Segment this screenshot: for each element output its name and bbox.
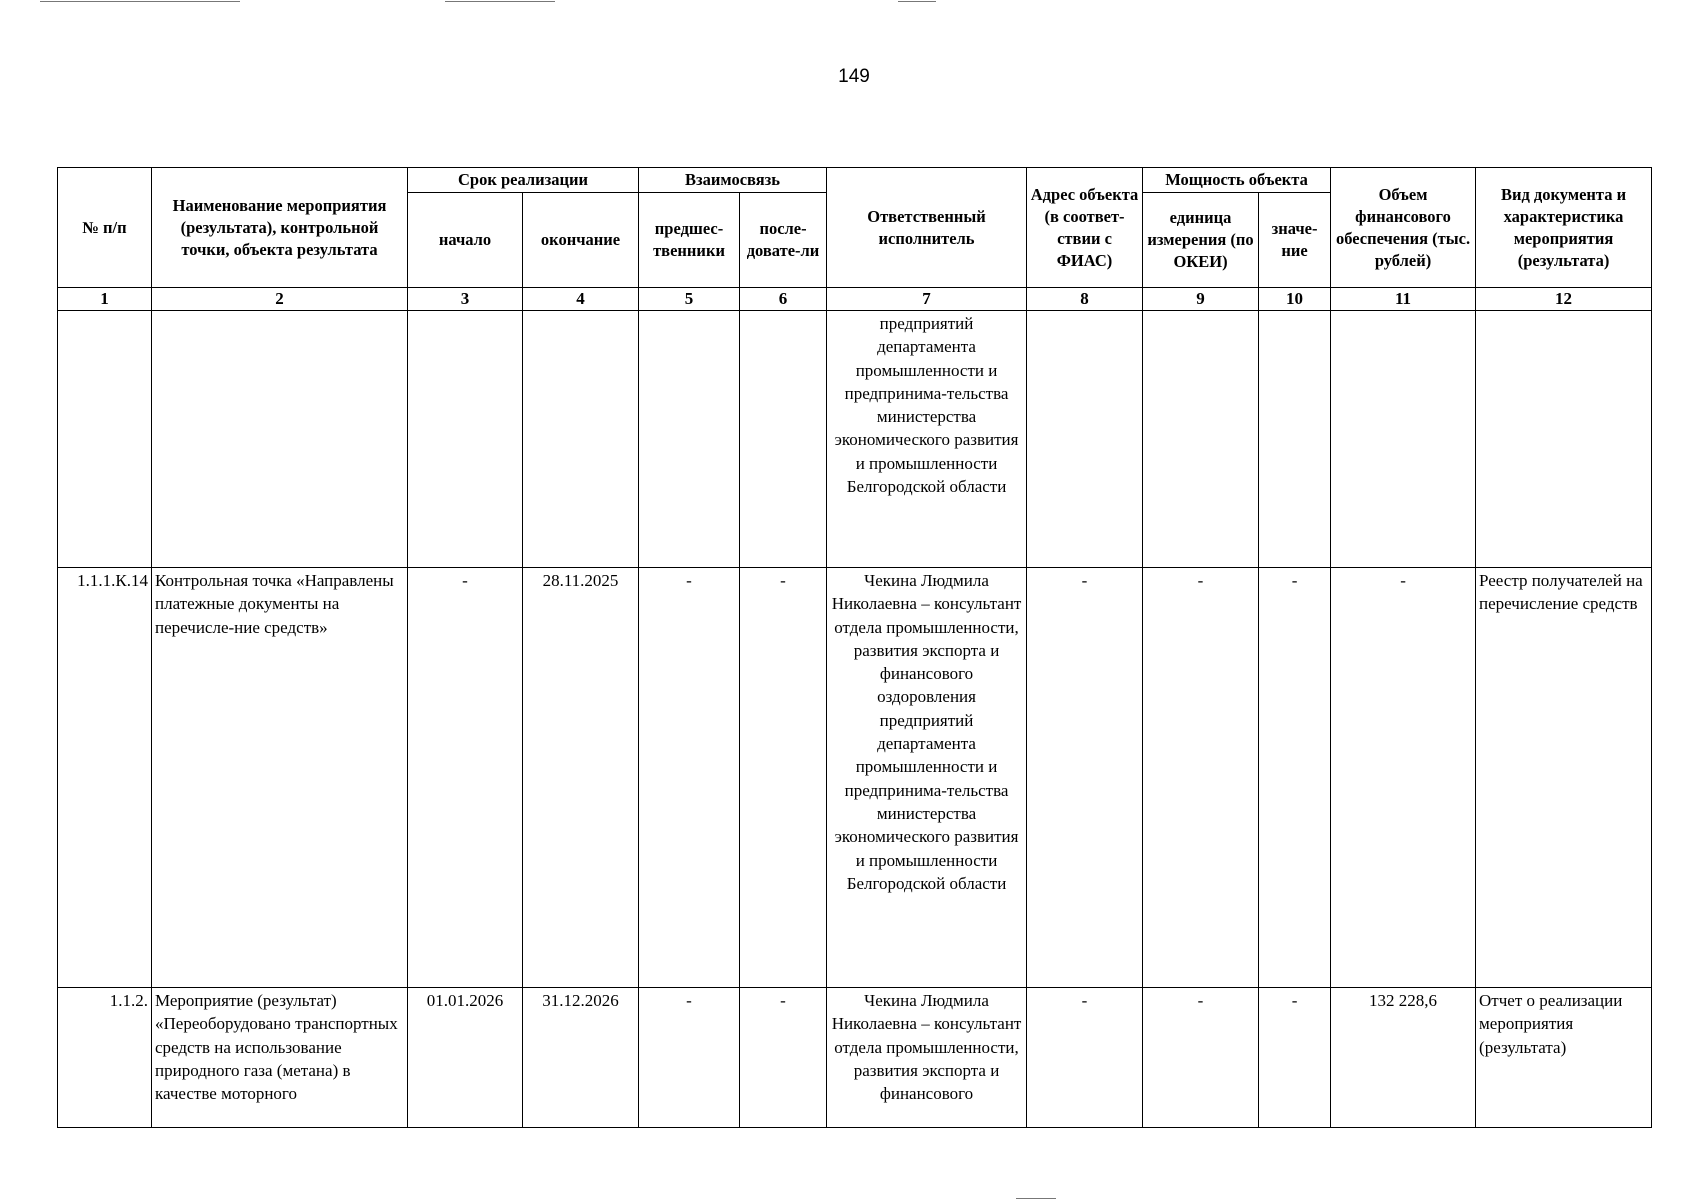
column-number: 4 [523, 288, 639, 311]
header-document: Вид документа и характеристика мероприятия (результата) [1476, 168, 1652, 288]
header-capacity-unit: единица измерения (по ОКЕИ) [1143, 193, 1259, 288]
column-number: 8 [1027, 288, 1143, 311]
column-number: 12 [1476, 288, 1652, 311]
column-number: 1 [58, 288, 152, 311]
cell-value: - [1259, 568, 1331, 988]
header-link-prev: предшес-твенники [639, 193, 740, 288]
plan-table [57, 167, 1652, 1128]
cell-address [1027, 311, 1143, 568]
cell-address: - [1027, 568, 1143, 988]
cell-document [1476, 311, 1652, 568]
scan-artifact-line [40, 1, 240, 2]
cell-num [58, 311, 152, 568]
header-address: Адрес объекта (в соответ-ствии с ФИАС) [1027, 168, 1143, 288]
cell-prev: - [639, 988, 740, 1128]
scan-artifact-line [1016, 1198, 1056, 1199]
page-number: 149 [838, 66, 870, 87]
cell-prev: - [639, 568, 740, 988]
column-number: 6 [740, 288, 827, 311]
column-number: 9 [1143, 288, 1259, 311]
cell-start: - [408, 568, 523, 988]
column-number: 7 [827, 288, 1027, 311]
cell-end: 28.11.2025 [523, 568, 639, 988]
header-term-group: Срок реализации [408, 168, 639, 193]
column-number: 5 [639, 288, 740, 311]
cell-end: 31.12.2026 [523, 988, 639, 1128]
cell-document: Отчет о реализации мероприятия (результата) [1476, 988, 1652, 1128]
cell-next [740, 311, 827, 568]
header-finance: Объем финансового обеспечения (тыс. рублей) [1331, 168, 1476, 288]
cell-prev [639, 311, 740, 568]
column-number: 10 [1259, 288, 1331, 311]
cell-next: - [740, 568, 827, 988]
cell-name [152, 311, 408, 568]
header-term-start: начало [408, 193, 523, 288]
table-row [58, 568, 1652, 988]
cell-name: Контрольная точка «Направлены платежные документы на перечисле-ние средств» [152, 568, 408, 988]
cell-document: Реестр получателей на перечисление средств [1476, 568, 1652, 988]
cell-executor: Чекина Людмила Николаевна – консультант отдела промышленности, развития экспорта и финансового оздоровления предприятий департамента промышленности и предпринима-тельства министерства экономического развития и промышленности Белгородской области [827, 568, 1027, 988]
cell-start [408, 311, 523, 568]
header-name: Наименование мероприятия (результата), контрольной точки, объекта результата [152, 168, 408, 288]
cell-next: - [740, 988, 827, 1128]
header-capacity-value: значе-ние [1259, 193, 1331, 288]
column-number: 3 [408, 288, 523, 311]
column-number: 11 [1331, 288, 1476, 311]
cell-start: 01.01.2026 [408, 988, 523, 1128]
cell-name: Мероприятие (результат) «Переоборудовано транспортных средств на использование природного газа (метана) в качестве моторного [152, 988, 408, 1128]
cell-end [523, 311, 639, 568]
header-num: № п/п [58, 168, 152, 288]
cell-num: 1.1.1.К.14 [58, 568, 152, 988]
cell-address: - [1027, 988, 1143, 1128]
cell-value [1259, 311, 1331, 568]
header-link-group: Взаимосвязь [639, 168, 827, 193]
cell-num: 1.1.2. [58, 988, 152, 1128]
header-capacity-group: Мощность объекта [1143, 168, 1331, 193]
column-number: 2 [152, 288, 408, 311]
cell-finance: - [1331, 568, 1476, 988]
header-term-end: окончание [523, 193, 639, 288]
header-executor: Ответственный исполнитель [827, 168, 1027, 288]
header-link-next: после-довате-ли [740, 193, 827, 288]
cell-unit [1143, 311, 1259, 568]
cell-unit: - [1143, 568, 1259, 988]
scan-artifact-line [445, 1, 555, 2]
table-row [58, 311, 1652, 568]
cell-unit: - [1143, 988, 1259, 1128]
cell-finance [1331, 311, 1476, 568]
cell-executor: предприятий департамента промышленности и предпринима-тельства министерства экономического развития и промышленности Белгородской области [827, 311, 1027, 568]
cell-executor: Чекина Людмила Николаевна – консультант отдела промышленности, развития экспорта и финансового [827, 988, 1027, 1128]
cell-value: - [1259, 988, 1331, 1128]
table-row [58, 988, 1652, 1128]
scan-artifact-line [898, 1, 936, 2]
cell-finance: 132 228,6 [1331, 988, 1476, 1128]
